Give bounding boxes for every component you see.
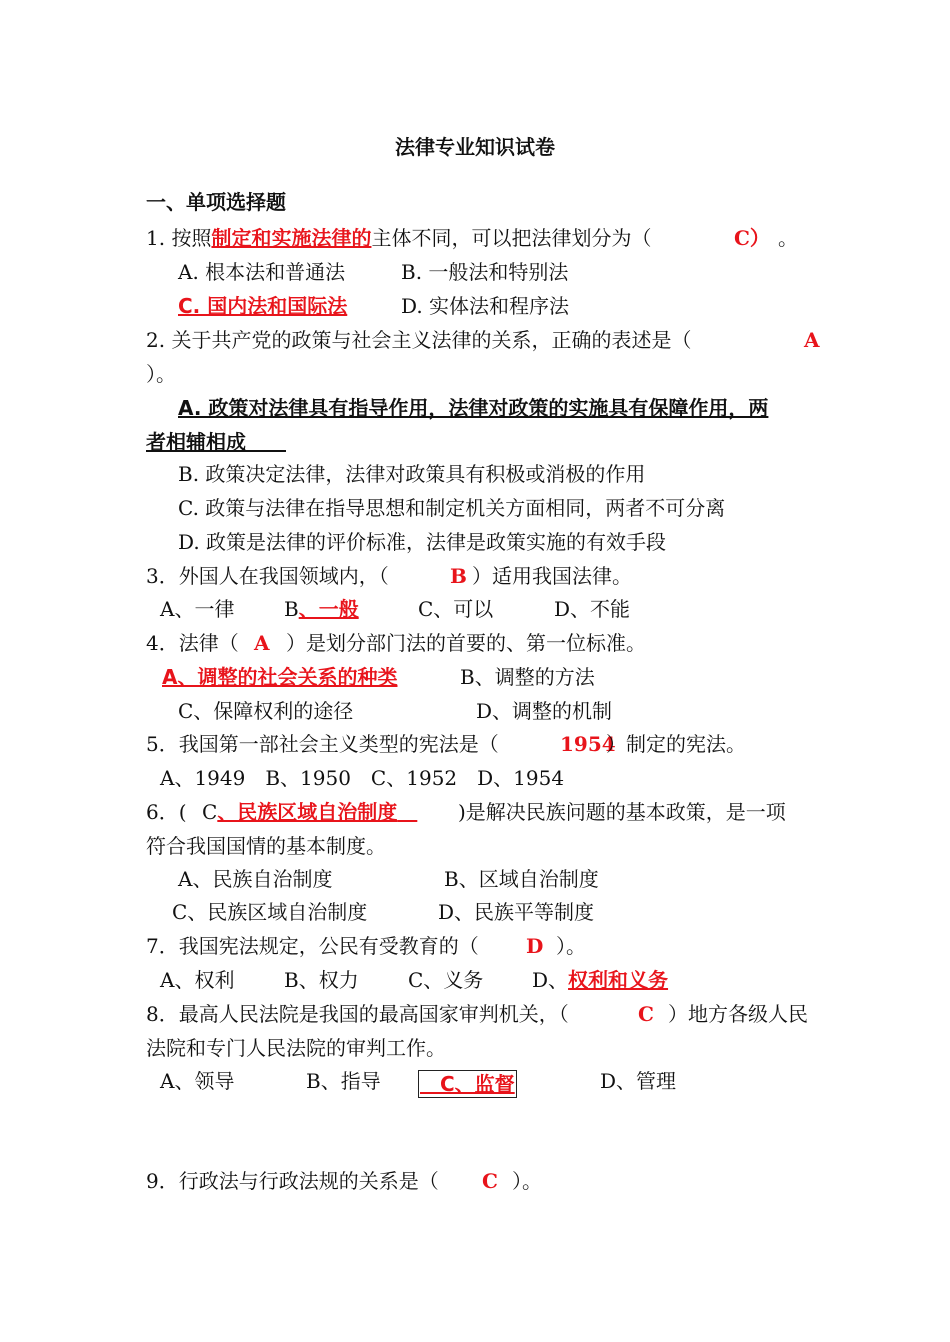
question-9-stem	[146, 1164, 836, 1198]
q3-text: 3．外国人在我国领域内，（	[146, 564, 389, 588]
q3-option-b	[284, 592, 359, 626]
q3-answer: B	[450, 564, 467, 588]
question-8-stem	[146, 997, 836, 1031]
q2-text: 2. 关于共产党的政策与社会主义法律的关系，正确的表述是（	[146, 328, 692, 352]
page-title: 法律专业知识试卷	[395, 135, 555, 159]
q2-option-a-line-1: A. 政策对法律具有指导作用，法律对政策的实施具有保障作用，两	[178, 396, 769, 420]
q7-end: ）。	[556, 934, 586, 958]
question-6-stem	[146, 795, 836, 829]
question-4-options-row-1	[146, 660, 836, 694]
q7-option-a: A、权利	[160, 968, 235, 992]
question-7-stem	[146, 929, 836, 963]
q8-end: ）地方各级人民	[668, 1002, 808, 1026]
question-1-stem	[146, 221, 836, 255]
q1-number: 1. 按照	[146, 226, 212, 250]
q4-answer: A	[254, 631, 270, 655]
q1-option-b: B. 一般法和特别法	[401, 260, 569, 284]
q6-option-b: B、区域自治制度	[444, 867, 599, 891]
q1-end: 。	[778, 226, 798, 250]
question-6-options-row-2	[146, 895, 836, 929]
q4-option-b: B、调整的方法	[460, 665, 595, 689]
q2-option-d: D. 政策是法律的评价标准，法律是政策实施的有效手段	[178, 530, 667, 554]
q7-option-b: B、权力	[284, 968, 359, 992]
question-6-options-row-1	[146, 862, 836, 896]
q3-option-d: D、不能	[554, 597, 631, 621]
q5-options: A、1949 B、1950 C、1952 D、1954	[160, 766, 565, 790]
q7-text: 7．我国宪法规定，公民有受教育的（	[146, 934, 479, 958]
q5-answer: 1954	[560, 732, 616, 756]
section-heading: 一、单项选择题	[146, 190, 286, 214]
question-2-stem	[146, 323, 836, 357]
q5-text: 5．我国第一部社会主义类型的宪法是（	[146, 732, 499, 756]
q7-option-d-key: 权利和义务	[568, 968, 669, 992]
question-1-options-row-1	[146, 255, 836, 289]
question-3-stem	[146, 559, 836, 593]
q8-option-c-text: C、监督	[440, 1072, 515, 1096]
q6-option-c: C、民族区域自治制度	[172, 900, 368, 924]
q6-stem-line-2: 符合我国国情的基本制度。	[146, 834, 386, 858]
q6-end: )是解决民族问题的基本政策，是一项	[458, 800, 786, 824]
q1-option-c: C. 国内法和国际法	[178, 294, 348, 318]
question-4-options-row-2	[146, 694, 836, 728]
q6-answer-key: 、民族区域自治制度	[217, 800, 398, 824]
q4-text: 4．法律（	[146, 631, 239, 655]
q3-option-c: C、可以	[418, 597, 494, 621]
q8-option-b: B、指导	[306, 1069, 381, 1093]
q7-answer: D	[526, 934, 544, 958]
question-5-stem	[146, 727, 836, 761]
q7-option-d	[532, 963, 668, 997]
q3-option-a: A、一律	[160, 597, 235, 621]
q7-option-c: C、义务	[408, 968, 484, 992]
q6-answer	[202, 795, 417, 829]
q6-option-a: A、民族自治制度	[178, 867, 333, 891]
q8-text: 8．最高人民法院是我国的最高国家审判机关，（	[146, 1002, 569, 1026]
q3-option-b-prefix: B	[284, 597, 299, 621]
q8-stem-line-2: 法院和专门人民法院的审判工作。	[146, 1036, 446, 1060]
q2-answer: A	[804, 328, 820, 352]
question-8-options	[146, 1064, 836, 1098]
q1-keyword: 制定和实施法律的	[211, 226, 372, 250]
q9-text: 9．行政法与行政法规的关系是（	[146, 1169, 439, 1193]
q8-option-a: A、领导	[160, 1069, 235, 1093]
q1-option-a: A. 根本法和普通法	[178, 260, 346, 284]
question-4-stem	[146, 626, 836, 660]
q2-option-c: C. 政策与法律在指导思想和制定机关方面相同，两者不可分离	[178, 496, 726, 520]
q4-end: ）是划分部门法的首要的、第一位标准。	[286, 631, 646, 655]
q7-option-d-prefix: D、	[532, 968, 569, 992]
q4-option-d: D、调整的机制	[476, 699, 613, 723]
q1-text: 主体不同，可以把法律划分为（	[371, 226, 652, 250]
q3-end: ）适用我国法律。	[472, 564, 632, 588]
q9-end: ）。	[512, 1169, 542, 1193]
q6-answer-prefix: C	[202, 800, 218, 824]
q6-open: 6．(	[146, 800, 187, 824]
q8-option-c	[418, 1070, 517, 1098]
q2-option-a-cont: 者相辅相成	[146, 430, 246, 454]
q9-answer: C	[482, 1169, 498, 1193]
q1-answer: C）	[734, 226, 770, 250]
q1-option-d: D. 实体法和程序法	[401, 294, 570, 318]
question-7-options	[146, 963, 836, 997]
q2-option-a-line-2	[146, 425, 836, 459]
q5-end: ）制定的宪法。	[606, 732, 746, 756]
q4-option-c: C、保障权利的途径	[178, 699, 354, 723]
question-1-options-row-2	[146, 289, 836, 323]
q8-option-c-box	[418, 1067, 517, 1101]
question-3-options	[146, 592, 836, 626]
q4-option-a: A、调整的社会关系的种类	[162, 665, 398, 689]
q2-option-b: B. 政策决定法律，法律对政策具有积极或消极的作用	[178, 462, 646, 486]
q6-option-d: D、民族平等制度	[438, 900, 595, 924]
question-2-stem-end: ）。	[146, 362, 176, 386]
q8-option-d: D、管理	[600, 1069, 677, 1093]
q8-answer: C	[638, 1002, 654, 1026]
q3-option-b-key: 、一般	[298, 597, 359, 621]
